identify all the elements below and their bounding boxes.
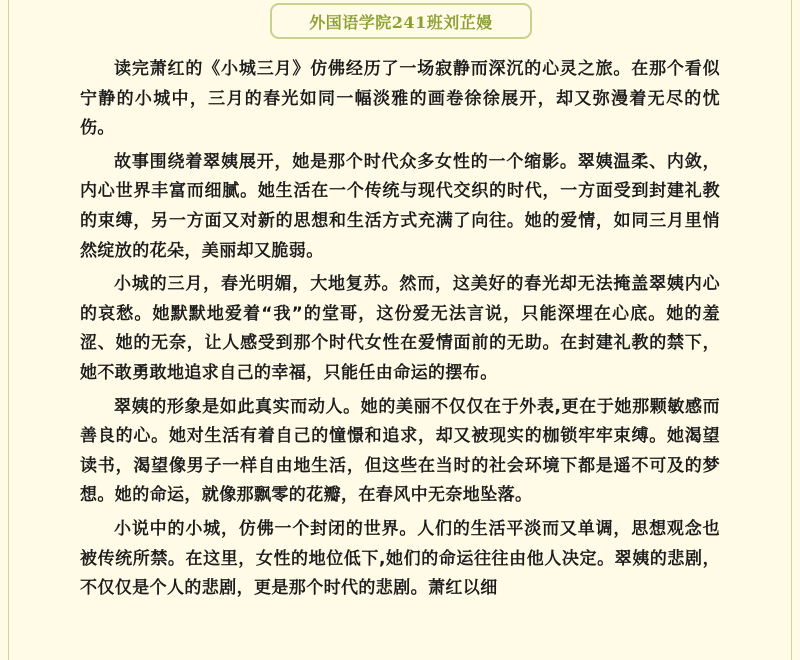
page-title: 外国语学院241班刘芷嫚 — [309, 12, 493, 32]
article-body — [80, 55, 720, 608]
paragraph-5: 小说中的小城，仿佛一个封闭的世界。人们的生活平淡而又单调，思想观念也被传统所禁。在这里，女性的地位低下,她们的命运往往由他人决定。翠姨的悲剧，不仅仅是个人的悲剧，更是那个时代的悲剧。萧红以细 — [80, 518, 720, 599]
paragraph-1: 读完萧红的《小城三月》仿佛经历了一场寂静而深沉的心灵之旅。在那个看似宁静的小城中，三月的春光如同一幅淡雅的画卷徐徐展开，却又弥漫着无尽的忧伤。 — [80, 59, 720, 139]
paragraph-2: 故事围绕着翠姨展开，她是那个时代众多女性的一个缩影。翠姨温柔、内敛，内心世界丰富而细腻。她生活在一个传统与现代交织的时代，一方面受到封建礼教的束缚，另一方面又对新的思想和生活方式充满了向往。她的爱情，如同三月里悄然绽放的花朵，美丽却又脆弱。 — [80, 151, 720, 261]
paragraph-4: 翠姨的形象是如此真实而动人。她的美丽不仅仅在于外表,更在于她那颗敏感而善良的心。她对生活有着自己的憧憬和追求，却又被现实的枷锁牢牢束缚。她渴望读书，渴望像男子一样自由地生活，但这些在当时的社会环境下都是遥不可及的梦想。她的命运，就像那飘零的花瓣，在春风中无奈地坠落。 — [80, 396, 720, 506]
paragraph-3: 小城的三月，春光明媚，大地复苏。然而，这美好的春光却无法掩盖翠姨内心的哀愁。她默默地爱着“我”的堂哥，这份爱无法言说，只能深埋在心底。她的羞涩、她的无奈，让人感受到那个时代女性在爱情面前的无助。在封建礼教的禁下，她不敢勇敢地追求自己的幸福，只能任由命运的摆布。 — [80, 274, 720, 383]
title-banner — [270, 3, 532, 39]
right-border — [791, 0, 800, 660]
left-border — [0, 0, 9, 660]
